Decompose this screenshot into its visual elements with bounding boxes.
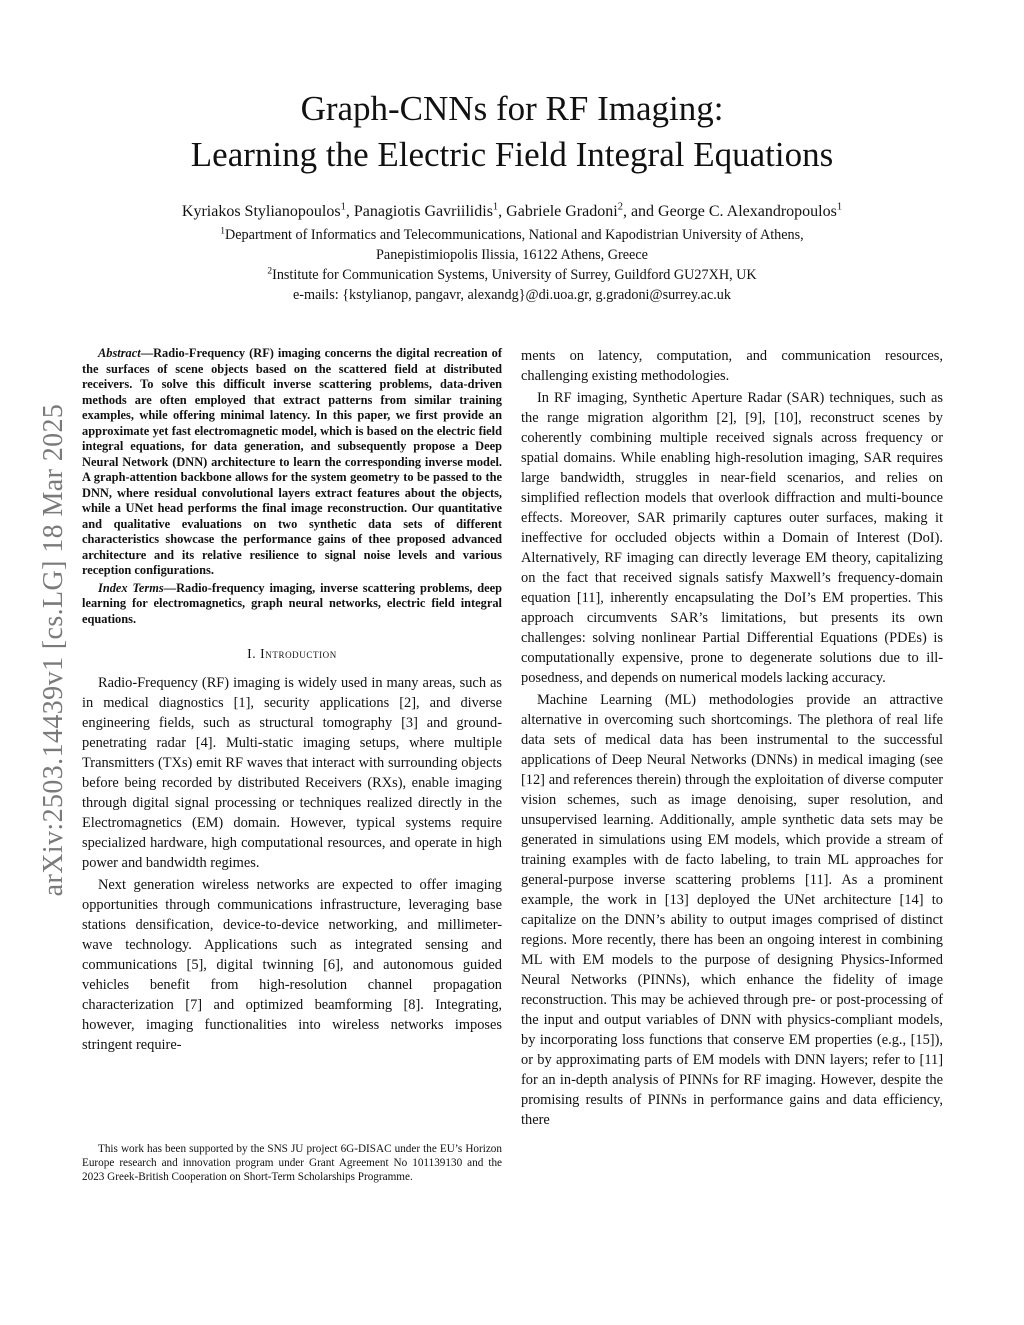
body-paragraph: In RF imaging, Synthetic Aperture Radar (SAR) techniques, such as the range migration algorithm [2], [9], [10], reconstruct scenes by coherently combining multiple received signals across frequency or spatial domains. While enabling high-resolution imaging, SAR requires large bandwidth, struggles in near-field scenarios, and relies on simplified reflection models that overlook diffraction and multi-bounce effects. Moreover, SAR primarily captures outer surfaces, making it ineffective for occluded objects within a Domain of Interest (DoI). Alternatively, RF imaging can directly leverage EM theory, capitalizing on the fact that received signals satisfy Maxwell’s frequency-domain equation [11], inherently encapsulating the DoI’s EM properties. This approach circumvents SAR’s limitations, but presents its own challenges: solving nonlinear Partial Differential Equations (PDEs) is computationally expensive, prone to degenerate solutions due to ill-posedness, and depends on numerical models lacking accuracy. (521, 390, 943, 686)
right-column (521, 346, 943, 1130)
author-separator: , and (622, 203, 659, 220)
affiliation-2 (60, 265, 964, 285)
author-name: Kyriakos Stylianopoulos (181, 203, 341, 220)
index-terms-text: Radio-frequency imaging, inverse scattering problems, deep learning for electromagnetics, graph neural networks, electric field integral equations. (82, 580, 503, 626)
affiliation-text: Institute for Communication Systems, University of Surrey, Guildford GU27XH, UK (272, 267, 757, 283)
affiliations (60, 225, 964, 305)
author-emails: e-mails: {kstylianop, pangavr, alexandg}@di.uoa.gr, g.gradoni@surrey.ac.uk (293, 287, 731, 303)
author-name: Panagiotis Gavriilidis (353, 203, 493, 220)
author-name: Gabriele Gradoni (506, 203, 618, 220)
body-paragraph: Next generation wireless networks are expected to offer imaging opportunities through communications infrastructure, leveraging base stations densification, device-to-device networking, and millimeter-wave technology. Applications such as integrated sensing and communications [5], digital twinning [6], and autonomous guided vehicles benefit from high-resolution channel propagation characterization [7] and optimized beamforming [8]. Integrating, however, imaging functionalities into wireless networks imposes stringent require- (82, 877, 502, 1053)
index-terms (82, 581, 502, 628)
affiliation-1-line-1 (60, 225, 964, 245)
abstract-text: Radio-Frequency (RF) imaging concerns the digital recreation of the surfaces of scene objects based on the scattered field at distributed receivers. To solve this difficult inverse scattering problems, data-driven methods are often employed that extract patterns from similar training examples, while offering minimal latency. In this paper, we first provide an approximate yet fast electromagnetic model, which is based on the electric field integral equations, for data generation, and subsequently propose a Deep Neural Network (DNN) architecture to learn the corresponding inverse model. A graph-attention backbone allows for the system geometry to be passed to the DNN, where residual convolutional layers extract features about the objects, while a UNet head performs the final image reconstruction. Our quantitative and qualitative evaluations on two synthetic data sets of different characteristics showcase the performance gains of thee proposed advanced architecture and its relative resilience to signal noise levels and various reception configurations. (82, 346, 502, 577)
body-paragraph: Radio-Frequency (RF) imaging is widely used in many areas, such as in medical diagnostics [1], security applications [2], and diverse engineering fields, such as structural tomography [3] and ground-penetrating radar [4]. Multi-static imaging setups, where multiple Transmitters (TXs) emit RF waves that interact with surrounding objects before being recorded by distributed Receivers (RXs), enable imaging through digital signal processing or techniques realized directly in the Electromagnetics (EM) domain. However, typical systems require specialized hardware, high computational resources, and operate in high power and bandwidth regimes. (82, 675, 502, 871)
left-column (82, 346, 502, 1055)
index-terms-label: Index Terms (98, 580, 164, 595)
body-paragraph-continued: ments on latency, computation, and communication resources, challenging existing methodologies. (521, 348, 943, 384)
author-affiliation-mark: 1 (836, 201, 843, 213)
author-separator: , (498, 203, 507, 220)
author-affiliation-mark: 1 (492, 201, 499, 213)
affiliation-mark: 1 (220, 226, 226, 237)
body-paragraph: Machine Learning (ML) methodologies provide an attractive alternative in overcoming such shortcomings. The plethora of real life data sets of medical data has been instrumental to the successful applications of Deep Neural Networks (DNNs) in medical imaging (see [12] and references therein) through the exploitation of diverse computer vision schemes, such as image denoising, super resolution, and unsupervised learning. Additionally, ample synthetic data sets may be generated in simulations using EM models, which provide a stream of training examples with de facto labeling, to train ML approaches for general-purpose inverse scattering problems [11]. As a prominent example, the work in [13] deployed the UNet architecture [14] to capitalize on the DNN’s ability to output images comprised of distinct regions. More recently, there has been an ongoing interest in combining ML with EM models to the purpose of designing Physics-Informed Neural Networks (PINNs), which enhance the fidelity of image reconstruction. This may be achieved through pre- or post-processing of the input and output variables of DNN with physics-compliant models, by incorporating loss functions that conserve EM properties (e.g., [15]), or by approximating parts of EM models with DNN layers; refer to [11] for an in-depth analysis of PINNs for RF imaging. However, despite the promising results of PINNs in performance gains and data efficiency, there (521, 692, 943, 1128)
arxiv-identifier-watermark: arXiv:2503.14439v1 [cs.LG] 18 Mar 2025 (38, 403, 69, 897)
abstract-label: Abstract (98, 346, 141, 360)
affiliation-1-line-2: Panepistimiopolis Ilissia, 16122 Athens, Greece (376, 247, 648, 263)
paper-title (60, 86, 964, 178)
index-terms-dash: — (163, 580, 177, 595)
title-line-1: Graph-CNNs for RF Imaging: (300, 89, 724, 128)
title-line-2: Learning the Electric Field Integral Equations (190, 135, 834, 174)
abstract-dash: — (140, 346, 154, 360)
affiliation-text: Department of Informatics and Telecommunications, National and Kapodistrian University of Athens, (225, 227, 804, 243)
author-affiliation-mark: 1 (340, 201, 346, 213)
section-heading-introduction: I. Introduction (247, 646, 337, 661)
abstract (82, 346, 502, 579)
author-affiliation-mark: 2 (617, 201, 623, 213)
affiliation-mark: 2 (267, 266, 273, 277)
funding-footnote: This work has been supported by the SNS JU project 6G-DISAC under the EU’s Horizon Europe research and innovation program under Grant Agreement No 101139130 and the 2023 Greek-British Cooperation on Short-Term Scholarships Programme. (82, 1143, 502, 1183)
author-list (60, 201, 964, 222)
author-separator: , (345, 203, 354, 220)
author-name: George C. Alexandropoulos (658, 203, 837, 220)
